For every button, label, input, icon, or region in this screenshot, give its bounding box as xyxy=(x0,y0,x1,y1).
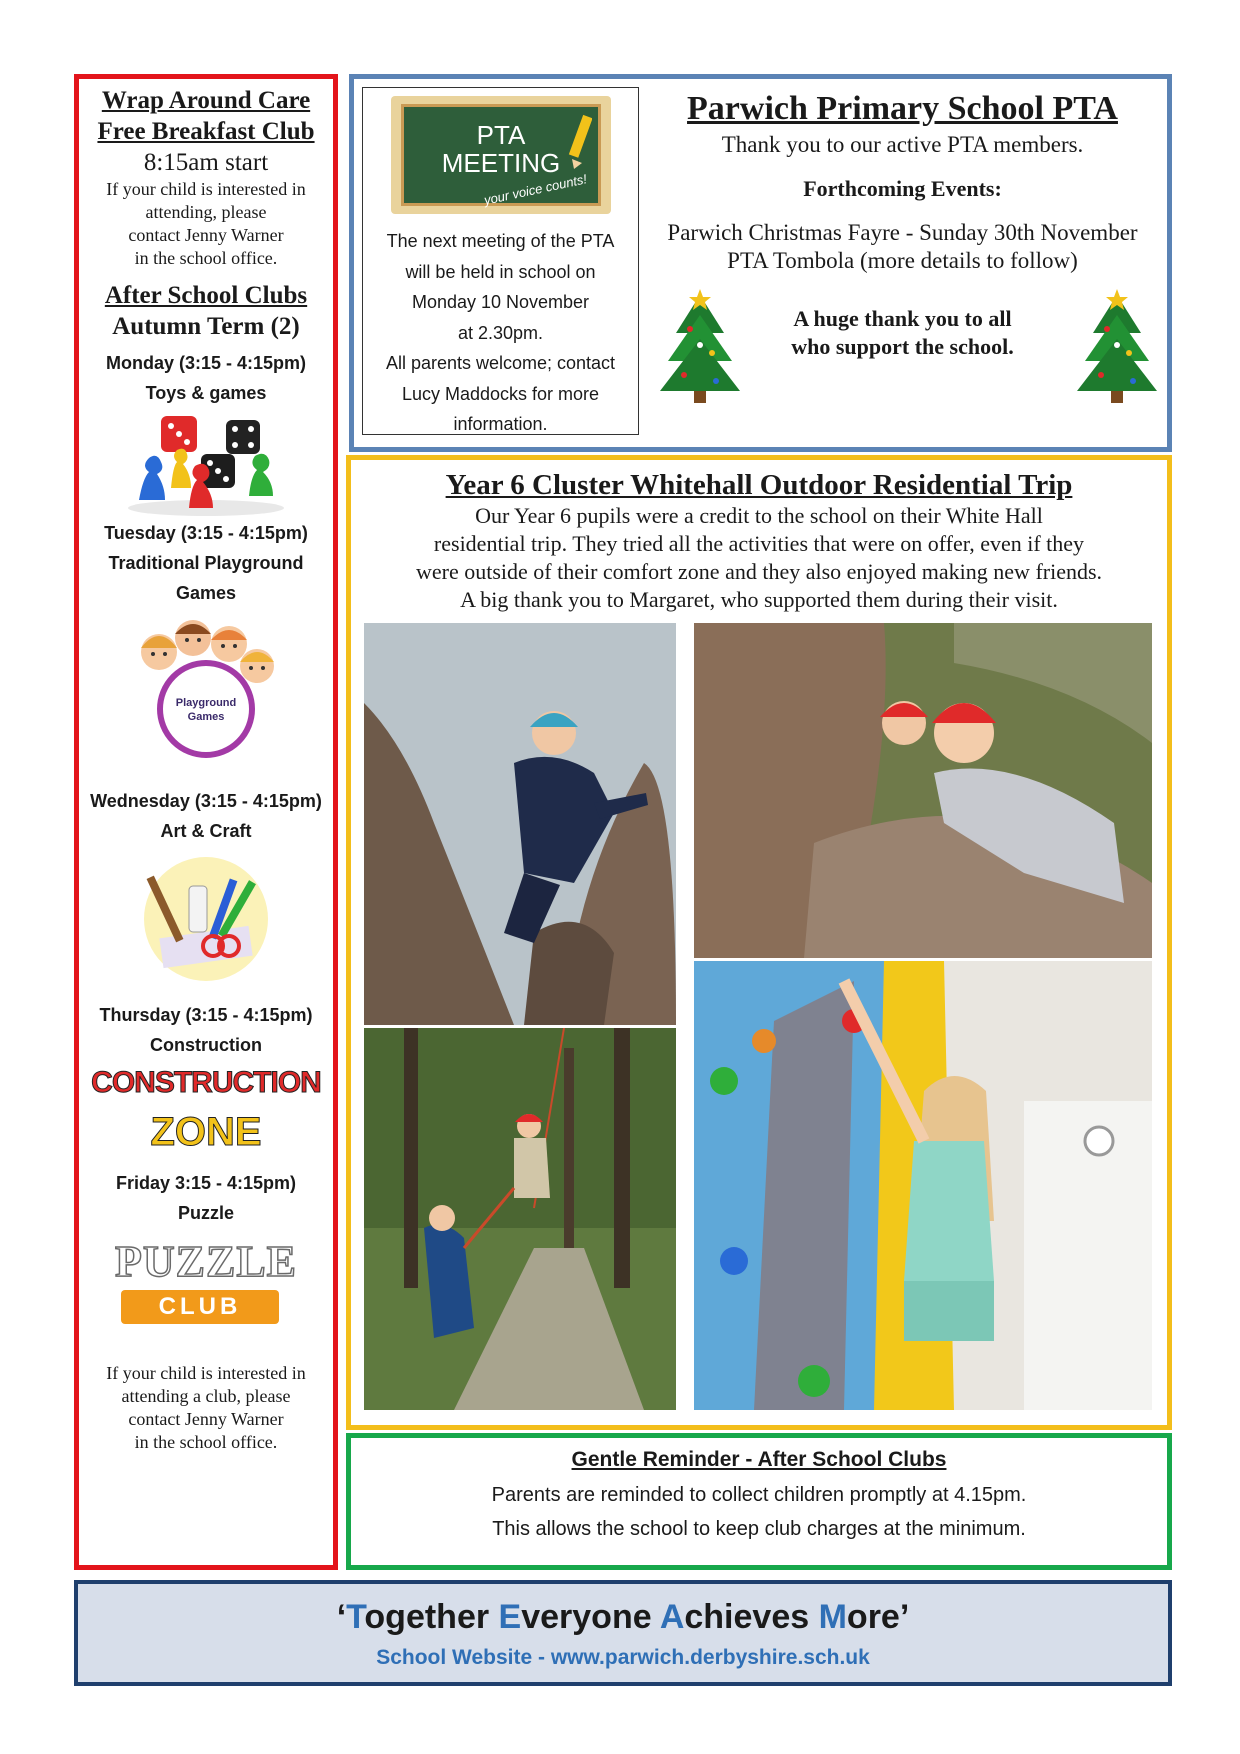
monday-club-day: Monday (3:15 - 4:15pm) xyxy=(105,353,307,373)
playground-games-badge: Playground Games xyxy=(175,697,237,723)
pta-thanks: Thank you to our active PTA members. xyxy=(721,132,1084,157)
pta-panel xyxy=(349,74,1172,452)
wednesday-club-day: Wednesday (3:15 - 4:15pm) xyxy=(90,791,322,811)
reminder-line-2: This allows the school to keep club charges at the minimum. xyxy=(492,1518,1026,1540)
clubs-panel xyxy=(74,74,338,1570)
tuesday-club-activity-2: Games xyxy=(175,583,237,603)
christmas-tree-icon xyxy=(656,289,744,407)
thursday-club-activity: Construction xyxy=(150,1035,262,1055)
photo-two-climbers-red-helmets xyxy=(694,623,1152,958)
reminder-title: Gentle Reminder - After School Clubs xyxy=(571,1448,947,1471)
residential-trip-panel xyxy=(346,455,1172,1430)
pta-meeting-card xyxy=(362,87,639,435)
clubs-contact-info: If your child is interested in attending a club, please contact Jenny Warner in the school office. xyxy=(106,1363,306,1452)
playground-games-illustration xyxy=(121,614,291,764)
trip-description: Our Year 6 pupils were a credit to the school on their White Hall residential trip. They tried all the activities that were on offer, even if they were outside of their comfort zone and they also enjoyed making new friends. A big thank you to Margaret, who supported them during their visit. xyxy=(415,503,1103,612)
pencil-icon xyxy=(566,111,592,171)
trip-title: Year 6 Cluster Whitehall Outdoor Residential Trip xyxy=(445,469,1073,501)
photo-rock-climb-blue-helmet xyxy=(364,623,676,1025)
board-game-pieces-icon xyxy=(121,408,291,518)
school-footer xyxy=(74,1580,1172,1686)
sign-subtitle: your voice counts! xyxy=(482,171,589,208)
clubs-term: Autumn Term (2) xyxy=(112,313,300,340)
care-title: Wrap Around Care xyxy=(101,87,311,114)
breakfast-club-title: Free Breakfast Club xyxy=(97,118,315,145)
art-supplies-icon xyxy=(131,854,281,984)
construction-zone-logo: CONSTRUCTION ZONE xyxy=(91,1066,321,1154)
reminder-line-1: Parents are reminded to collect children promptly at 4.15pm. xyxy=(491,1484,1027,1506)
children-faces-icon xyxy=(121,614,291,764)
friday-club-day: Friday 3:15 - 4:15pm) xyxy=(115,1173,297,1193)
reminder-panel xyxy=(346,1433,1172,1570)
friday-club-activity: Puzzle xyxy=(177,1203,234,1223)
breakfast-start-time: 8:15am start xyxy=(143,149,269,176)
monday-club-activity: Toys & games xyxy=(145,383,267,403)
pta-title: Parwich Primary School PTA xyxy=(687,90,1118,127)
school-motto: ‘Together Everyone Achieves More’ xyxy=(336,1598,910,1636)
tuesday-club-activity: Traditional Playground xyxy=(108,553,304,573)
events-heading: Forthcoming Events: xyxy=(803,176,1002,201)
puzzle-club-logo: PUZZLE CLUB xyxy=(79,1228,333,1340)
sign-line-1: PTA xyxy=(476,120,526,150)
christmas-tree-icon xyxy=(1073,289,1161,407)
sign-line-2: MEETING xyxy=(441,148,561,178)
event-tombola: PTA Tombola (more details to follow) xyxy=(727,248,1078,273)
support-line-2: who support the school. xyxy=(791,334,1014,359)
school-website-link[interactable]: School Website - www.parwich.derbyshire.sch.uk xyxy=(376,1646,870,1669)
wednesday-club-activity: Art & Craft xyxy=(160,821,252,841)
pta-meeting-sign xyxy=(391,96,611,214)
photo-indoor-climbing-wall xyxy=(694,961,1152,1410)
thursday-club-day: Thursday (3:15 - 4:15pm) xyxy=(99,1005,313,1025)
photo-high-ropes-woods xyxy=(364,1028,676,1410)
event-christmas-fayre: Parwich Christmas Fayre - Sunday 30th November xyxy=(667,220,1138,245)
care-info: If your child is interested in attending, please contact Jenny Warner in the school office. xyxy=(106,179,306,268)
support-line-1: A huge thank you to all xyxy=(793,306,1012,331)
clubs-title: After School Clubs xyxy=(104,282,308,309)
pta-meeting-details: The next meeting of the PTA will be held in school on Monday 10 November at 2.30pm. All parents welcome; contact Lucy Maddocks for more information. xyxy=(385,231,616,434)
tuesday-club-day: Tuesday (3:15 - 4:15pm) xyxy=(104,523,308,543)
